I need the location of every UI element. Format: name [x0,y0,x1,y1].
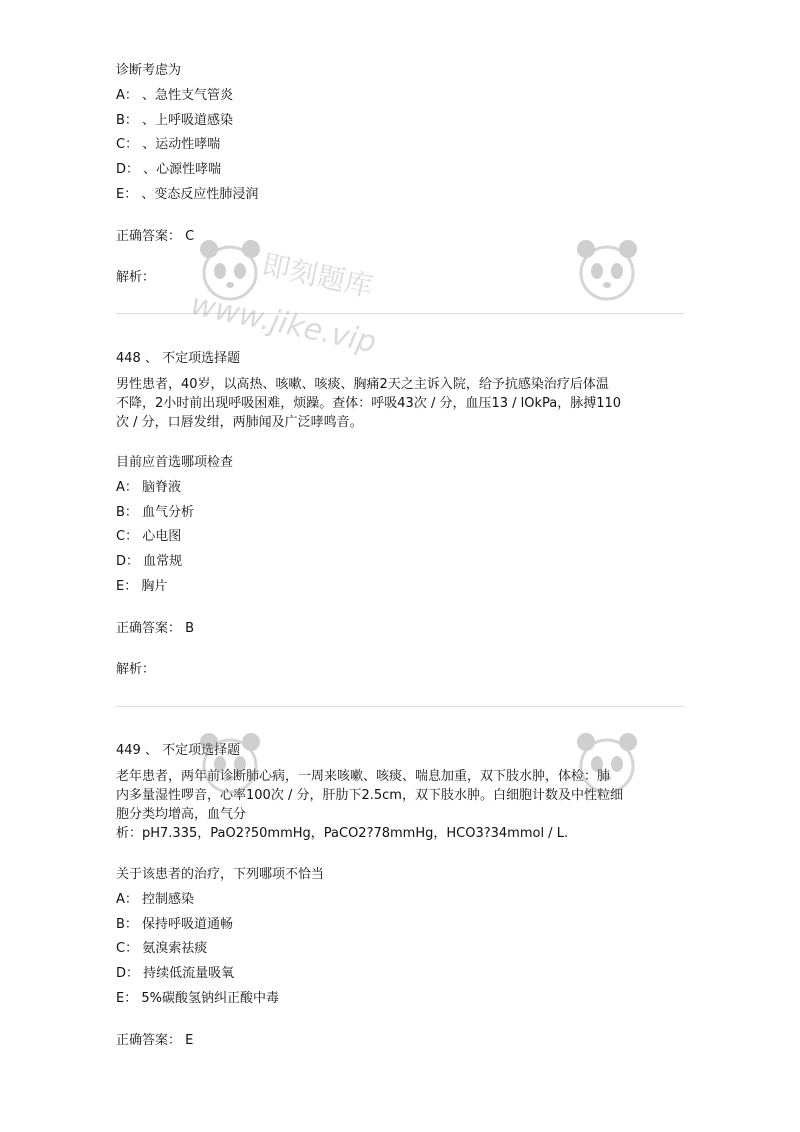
q449-description-line: 老年患者，两年前诊断肺心病，一周来咳嗽、咳痰、喘息加重，双下肢水肿，体检：肺 [116,769,611,784]
q447-option-e: E： 、变态反应性肺浸润 [116,187,259,202]
divider [116,706,684,707]
q448-option-e: E： 胸片 [116,579,168,594]
q447-stem: 诊断考虑为 [116,63,182,78]
panda-logo-icon [195,235,265,305]
q447-option-a: A： 、急性支气管炎 [116,88,234,103]
q447-analysis: 解析： [116,270,156,285]
q448-description-line: 不降，2小时前出现呼吸困难，烦躁。查体：呼吸43次 / 分，血压13 / lOkPa，脉搏110 [116,396,622,411]
q447-option-b: B： 、上呼吸道感染 [116,113,234,128]
q448-description-line: 次 / 分，口唇发绀，两肺闻及广泛哮鸣音。 [116,415,363,430]
q449-option-c: C： 氨溴索祛痰 [116,941,208,956]
q449-option-a: A： 控制感染 [116,892,195,907]
q449-description-line: 析：pH7.335，PaO2?50mmHg，PaCO2?78mmHg，HCO3?34mmol / L. [116,826,569,841]
divider [116,313,684,314]
q449-option-e: E： 5%碳酸氢钠纠正酸中毒 [116,991,279,1006]
q448-option-b: B： 血气分析 [116,505,195,520]
q448-option-a: A： 脑脊液 [116,480,182,495]
watermark [572,235,800,355]
q448-answer: 正确答案： B [116,621,195,636]
q448-stem: 目前应首选哪项检查 [116,455,234,470]
q449-description [116,767,688,843]
q448-analysis: 解析： [116,662,156,677]
q447-answer: 正确答案： C [116,229,195,244]
q449-description-line: 内多量湿性啰音，心率100次 / 分，肝肋下2.5cm，双下肢水肿。白细胞计数及中性粒细 [116,788,623,803]
watermark [187,235,435,361]
q449-header: 449 、 不定项选择题 [116,743,241,758]
q448-header: 448 、 不定项选择题 [116,351,241,366]
watermark-url: www.jike.vip [187,287,380,361]
q448-description-line: 男性患者，40岁，以高热、咳嗽、咳痰、胸痛2天之主诉入院，给予抗感染治疗后体温 [116,377,609,392]
q449-option-b: B： 保持呼吸道通畅 [116,917,234,932]
q449-stem: 关于该患者的治疗，下列哪项不恰当 [116,867,325,882]
q448-option-c: C： 心电图 [116,529,182,544]
q448-option-d: D： 血常规 [116,554,183,569]
q449-description-line: 胞分类均增高，血气分 [116,807,247,822]
watermark-text: 即刻题库 [259,247,376,304]
q447-option-c: C： 、运动性哮喘 [116,137,221,152]
q447-option-d: D： 、心源性哮喘 [116,162,222,177]
q448-description [116,375,688,432]
q449-option-d: D： 持续低流量吸氧 [116,966,235,981]
q449-answer: 正确答案： E [116,1033,194,1048]
panda-logo-icon [572,235,642,305]
